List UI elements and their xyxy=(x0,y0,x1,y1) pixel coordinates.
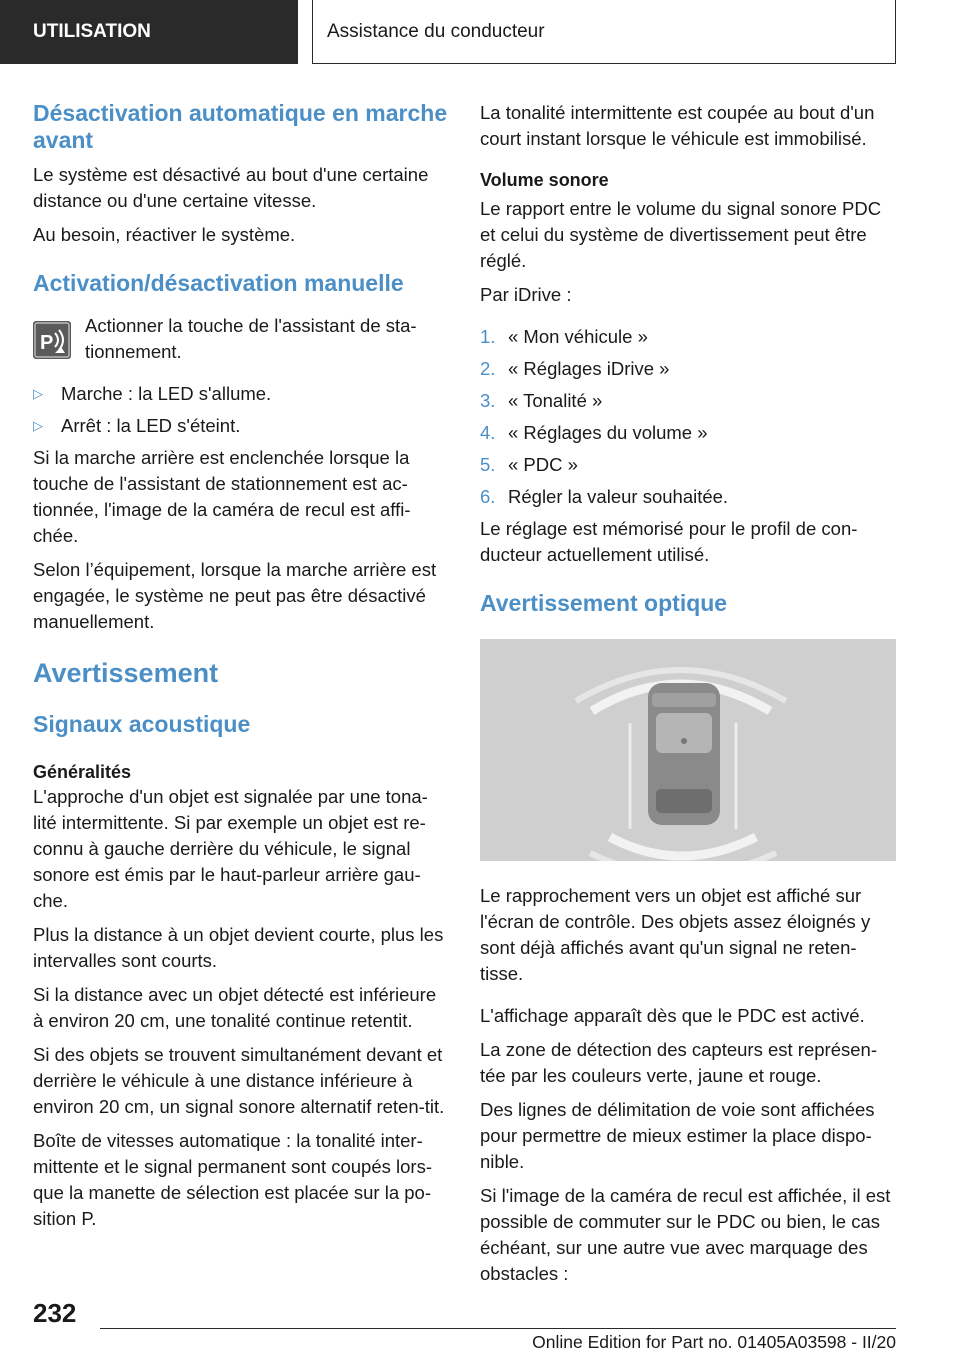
list-item: 6. Régler la valeur souhaitée. xyxy=(480,486,729,507)
heading-manual-activation: Activation/désactivation manuelle xyxy=(33,270,404,296)
svg-text:P: P xyxy=(40,332,54,354)
pdc-display-illustration xyxy=(480,639,896,861)
paragraph: L'affichage apparaît dès que le PDC est activé. xyxy=(480,1005,865,1026)
heading-auto-deactivation: Désactivation automatique en marche avant xyxy=(33,100,448,153)
edition-note: Online Edition for Part no. 01405A03598 - II/20 xyxy=(532,1332,896,1352)
triangle-bullet-icon: ▷ xyxy=(33,386,43,401)
paragraph: Le système est désactivé au bout d'une certaine distance ou d'une certaine vitesse. xyxy=(33,164,429,211)
paragraph: La tonalité intermittente est coupée au bout d'un court instant lorsque le véhicule est immobilisé. xyxy=(480,102,875,149)
paragraph: Boîte de vitesses automatique : la tonalité inter-mittente et le signal permanent sont coupés lors-que la manette de sélection est placée sur la po-sition P. xyxy=(33,1130,432,1229)
list-item: 3. « Tonalité » xyxy=(480,390,603,411)
list-item: 2. « Réglages iDrive » xyxy=(480,358,670,379)
section-tab: UTILISATION xyxy=(0,0,298,64)
list-item: ▷ Arrêt : la LED s'éteint. xyxy=(33,413,449,439)
footer-divider xyxy=(100,1328,896,1329)
list-item: ▷ Marche : la LED s'allume. xyxy=(33,381,449,407)
paragraph: Si la marche arrière est enclenchée lorsque la touche de l'assistant de stationnement est ac-tionnée, l'image de la caméra de recul est affi-chée. xyxy=(33,447,411,546)
triangle-bullet-icon: ▷ xyxy=(33,418,43,433)
parking-assistant-button-icon xyxy=(33,321,71,359)
paragraph: Si des objets se trouvent simultanément devant et derrière le véhicule à une distance inférieure à environ 20 cm, un signal sonore alternatif reten-tit. xyxy=(33,1044,445,1117)
paragraph: Si la distance avec un objet détecté est inférieure à environ 20 cm, une tonalité continue retentit. xyxy=(33,984,437,1031)
paragraph: Actionner la touche de l'assistant de sta-tionnement. xyxy=(85,315,417,362)
heading-volume: Volume sonore xyxy=(480,170,609,190)
paragraph: Des lignes de délimitation de voie sont affichées pour permettre de mieux estimer la place dispo-nible. xyxy=(480,1099,875,1172)
paragraph: La zone de détection des capteurs est représen-tée par les couleurs verte, jaune et rouge. xyxy=(480,1039,877,1086)
heading-acoustic-signals: Signaux acoustique xyxy=(33,711,251,737)
paragraph: Le réglage est mémorisé pour le profil de con-ducteur actuellement utilisé. xyxy=(480,518,858,565)
list-item: 4. « Réglages du volume » xyxy=(480,422,708,443)
heading-optical-warning: Avertissement optique xyxy=(480,590,728,616)
heading-warning: Avertissement xyxy=(33,658,219,688)
button-instruction xyxy=(33,313,449,365)
list-item: 5. « PDC » xyxy=(480,454,578,475)
paragraph: Le rapport entre le volume du signal sonore PDC et celui du système de divertissement peut être réglé. xyxy=(480,198,882,271)
paragraph: L'approche d'un objet est signalée par une tona-lité intermittente. Si par exemple un objet est re-connu à gauche derrière du véhicule, le signal sonore est émis par le haut-parleur arrière gau-che. xyxy=(33,786,428,911)
page-footer xyxy=(0,1298,960,1362)
heading-general: Généralités xyxy=(33,762,132,782)
paragraph: Selon l’équipement, lorsque la marche arrière est engagée, le système ne peut pas être désactivé manuellement. xyxy=(33,559,437,632)
paragraph: Par iDrive : xyxy=(480,284,572,305)
page-header xyxy=(0,0,960,66)
paragraph: Plus la distance à un objet devient courte, plus les intervalles sont courts. xyxy=(33,924,444,971)
paragraph: Si l'image de la caméra de recul est affichée, il est possible de commuter sur le PDC ou bien, le cas échéant, sur une autre vue avec marquage des obstacles : xyxy=(480,1185,891,1284)
chapter-tab: Assistance du conducteur xyxy=(312,0,896,64)
list-item: 1. « Mon véhicule » xyxy=(480,326,648,347)
right-column xyxy=(480,100,896,1287)
left-column xyxy=(33,100,449,1232)
paragraph: Au besoin, réactiver le système. xyxy=(33,224,296,245)
paragraph: Le rapprochement vers un objet est affiché sur l'écran de contrôle. Des objets assez éloignés y sont déjà affichés avant qu'un signal ne reten-tisse. xyxy=(480,885,871,984)
page-number: 232 xyxy=(33,1298,77,1328)
